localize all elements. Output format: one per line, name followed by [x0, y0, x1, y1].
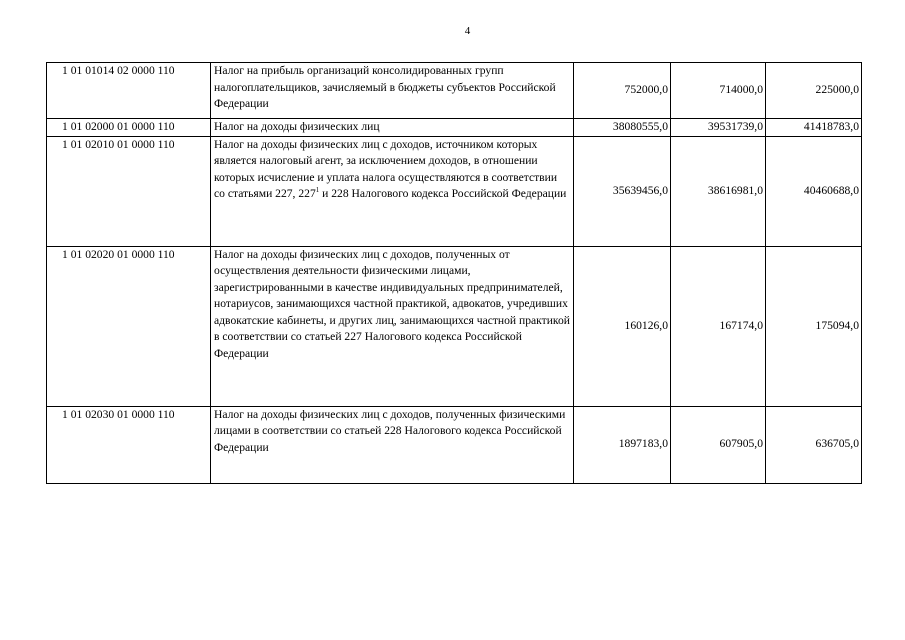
- page-number: 4: [464, 25, 471, 37]
- classification-code: 1 01 01014 02 0000 110: [47, 63, 211, 119]
- amount-year-1: 752000,0: [574, 63, 671, 119]
- table-row: [47, 406, 862, 483]
- revenue-name: Налог на доходы физических лиц с доходов, полученных физическими лицами в соответствии со статьей 228 Налогового кодекса Российской Федерации: [211, 406, 574, 483]
- amount-year-3: 225000,0: [766, 63, 862, 119]
- revenue-name: [211, 136, 574, 246]
- revenue-name: Налог на прибыль организаций консолидированных групп налогоплательщиков, зачисляемый в бюджеты субъектов Российской Федерации: [211, 63, 574, 119]
- superscript-mark: 1: [315, 186, 320, 195]
- amount-year-1: 38080555,0: [574, 119, 671, 137]
- classification-code: 1 01 02030 01 0000 110: [47, 406, 211, 483]
- revenue-name: Налог на доходы физических лиц с доходов, полученных от осуществления деятельности физическими лицами, зарегистрированными в качестве индивидуальных предпринимателей, нотариусов, занимающихся частной практикой, адвокатов, учредивших адвокатские кабинеты, и других лиц, занимающихся частной практикой в соответствии со статьей 227 Налогового кодекса Российской Федерации: [211, 246, 574, 406]
- classification-code: 1 01 02020 01 0000 110: [47, 246, 211, 406]
- classification-code: 1 01 02010 01 0000 110: [47, 136, 211, 246]
- amount-year-3: 41418783,0: [766, 119, 862, 137]
- amount-year-1: 160126,0: [574, 246, 671, 406]
- amount-year-1: 1897183,0: [574, 406, 671, 483]
- amount-year-2: 607905,0: [671, 406, 766, 483]
- amount-year-2: 714000,0: [671, 63, 766, 119]
- table-row: [47, 63, 862, 119]
- revenue-name-text: Налог на доходы физических лиц с доходов, источником которых является налоговый агент, за исключением доходов, в отношении которых исчисление и уплата налога осуществляются в соответствии со статьями 227, 227: [214, 137, 558, 200]
- amount-year-2: 39531739,0: [671, 119, 766, 137]
- amount-year-1: 35639456,0: [574, 136, 671, 246]
- revenue-name-text-end: и 228 Налогового кодекса Российской Федерации: [319, 187, 567, 200]
- table-row: [47, 136, 862, 246]
- table-row: [47, 119, 862, 137]
- classification-code: 1 01 02000 01 0000 110: [47, 119, 211, 137]
- amount-year-2: 167174,0: [671, 246, 766, 406]
- budget-revenue-table: [46, 62, 862, 484]
- table-row: [47, 246, 862, 406]
- amount-year-3: 636705,0: [766, 406, 862, 483]
- amount-year-2: 38616981,0: [671, 136, 766, 246]
- amount-year-3: 40460688,0: [766, 136, 862, 246]
- amount-year-3: 175094,0: [766, 246, 862, 406]
- revenue-name: Налог на доходы физических лиц: [211, 119, 574, 137]
